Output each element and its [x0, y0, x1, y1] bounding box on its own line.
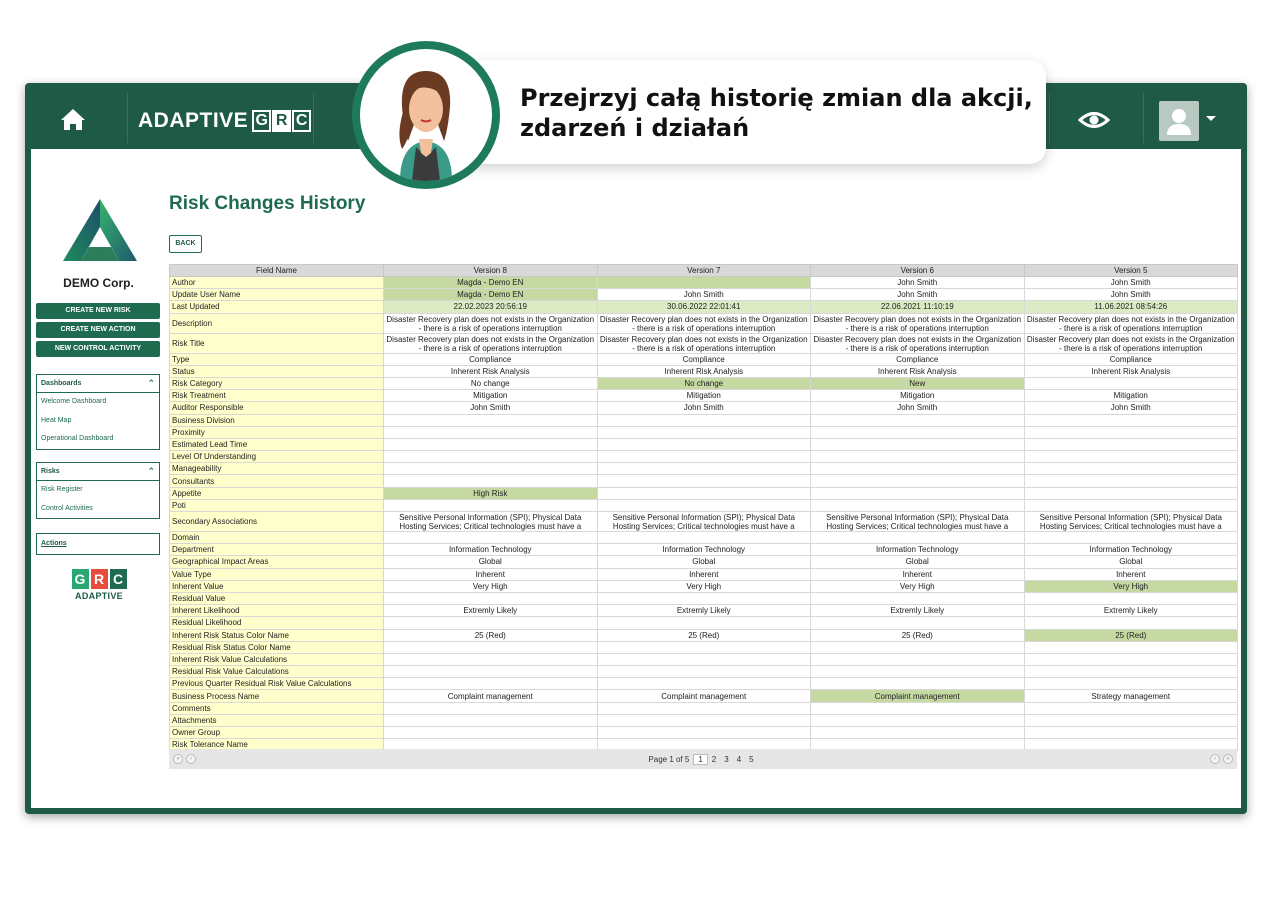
home-icon: [53, 100, 93, 140]
version-value-cell: [597, 532, 811, 544]
version-value-cell: Sensitive Personal Information (SPI); Physical Data Hosting Services; Critical technologies must have a: [597, 512, 811, 532]
table-row: [170, 617, 1238, 629]
version-value-cell: [384, 592, 598, 604]
callout-text: [520, 83, 1033, 143]
field-name-cell: Secondary Associations: [170, 512, 384, 532]
field-name-cell: Residual Risk Status Color Name: [170, 641, 384, 653]
field-name-cell: Level Of Understanding: [170, 451, 384, 463]
version-value-cell: [811, 666, 1025, 678]
version-value-cell: New: [811, 377, 1025, 389]
version-value-cell: [384, 475, 598, 487]
risks-section: [36, 462, 160, 519]
grc-letter-g: G: [72, 569, 89, 589]
sidebar-item-actions[interactable]: Actions: [41, 540, 67, 547]
version-value-cell: [384, 653, 598, 665]
version-value-cell: Disaster Recovery plan does not exists in the Organization - there is a risk of operations interruption: [597, 333, 811, 353]
version-value-cell: 22.02.2023 20:56:19: [384, 301, 598, 313]
callout-line-2: zdarzeń i działań: [520, 114, 750, 142]
table-row: [170, 653, 1238, 665]
company-logo: [61, 197, 139, 269]
version-value-cell: [597, 702, 811, 714]
divider: [313, 93, 314, 143]
version-value-cell: John Smith: [597, 402, 811, 414]
new-control-activity-button[interactable]: NEW CONTROL ACTIVITY: [36, 341, 160, 357]
page-title: Risk Changes History: [169, 193, 366, 214]
table-row: [170, 641, 1238, 653]
chevron-down-icon[interactable]: [1206, 116, 1216, 121]
version-value-cell: [597, 666, 811, 678]
home-button[interactable]: [53, 100, 93, 140]
version-value-cell: [811, 438, 1025, 450]
app-window: [25, 83, 1247, 814]
dashboards-section: [36, 374, 160, 450]
version-value-cell: [1024, 617, 1238, 629]
page-numbers: [693, 755, 757, 764]
field-name-cell: Business Division: [170, 414, 384, 426]
table-row: [170, 666, 1238, 678]
version-value-cell: Compliance: [811, 353, 1025, 365]
version-value-cell: [1024, 377, 1238, 389]
create-new-action-button[interactable]: CREATE NEW ACTION: [36, 322, 160, 338]
version-value-cell: Magda - Demo EN: [384, 277, 598, 289]
version-value-cell: John Smith: [597, 289, 811, 301]
table-row: [170, 678, 1238, 690]
table-row: [170, 353, 1238, 365]
version-value-cell: Inherent: [1024, 568, 1238, 580]
field-name-cell: Risk Treatment: [170, 390, 384, 402]
field-name-cell: Status: [170, 365, 384, 377]
version-value-cell: [811, 487, 1025, 499]
version-value-cell: Compliance: [1024, 353, 1238, 365]
version-value-cell: [597, 499, 811, 511]
version-value-cell: Sensitive Personal Information (SPI); Physical Data Hosting Services; Critical technologies must have a: [811, 512, 1025, 532]
presenter-avatar: [352, 41, 500, 189]
version-value-cell: [1024, 592, 1238, 604]
field-name-cell: Last Updated: [170, 301, 384, 313]
version-value-cell: Disaster Recovery plan does not exists in the Organization - there is a risk of operations interruption: [811, 333, 1025, 353]
field-name-cell: Domain: [170, 532, 384, 544]
field-name-cell: Poti: [170, 499, 384, 511]
version-value-cell: Information Technology: [384, 544, 598, 556]
version-value-cell: Information Technology: [597, 544, 811, 556]
version-value-cell: [597, 641, 811, 653]
version-value-cell: John Smith: [1024, 277, 1238, 289]
divider: [1143, 93, 1144, 143]
field-name-cell: Appetite: [170, 487, 384, 499]
version-value-cell: [384, 714, 598, 726]
page-number-3[interactable]: 3: [724, 754, 729, 764]
sidebar-item-welcome-dashboard[interactable]: Welcome Dashboard: [41, 398, 107, 405]
field-name-cell: Comments: [170, 702, 384, 714]
version-value-cell: Information Technology: [1024, 544, 1238, 556]
version-value-cell: [811, 463, 1025, 475]
company-name: DEMO Corp.: [63, 276, 134, 290]
table-row: [170, 390, 1238, 402]
version-value-cell: [597, 487, 811, 499]
version-value-cell: [597, 438, 811, 450]
version-value-cell: [597, 678, 811, 690]
table-row: [170, 301, 1238, 313]
table-row: [170, 487, 1238, 499]
version-value-cell: Very High: [1024, 580, 1238, 592]
version-value-cell: 25 (Red): [811, 629, 1025, 641]
table-row: [170, 568, 1238, 580]
table-row: [170, 512, 1238, 532]
page-number-2[interactable]: 2: [711, 754, 717, 764]
column-header-version-6[interactable]: Version 6: [811, 265, 1025, 277]
version-value-cell: Inherent Risk Analysis: [384, 365, 598, 377]
sidebar: [31, 149, 166, 808]
version-value-cell: Global: [597, 556, 811, 568]
version-value-cell: [811, 426, 1025, 438]
version-value-cell: [811, 714, 1025, 726]
version-value-cell: [1024, 678, 1238, 690]
version-value-cell: John Smith: [1024, 289, 1238, 301]
field-name-cell: Risk Tolerance Name: [170, 739, 384, 751]
version-value-cell: [1024, 653, 1238, 665]
version-value-cell: [1024, 438, 1238, 450]
field-name-cell: Risk Title: [170, 333, 384, 353]
version-value-cell: [597, 653, 811, 665]
version-value-cell: [1024, 641, 1238, 653]
version-value-cell: [597, 451, 811, 463]
dashboards-header[interactable]: [37, 375, 159, 393]
main-content: [31, 149, 1241, 808]
version-value-cell: Global: [1024, 556, 1238, 568]
field-name-cell: Estimated Lead Time: [170, 438, 384, 450]
brand-letter-c: C: [292, 110, 311, 132]
version-value-cell: Extremly Likely: [597, 605, 811, 617]
sidebar-item-risk-register[interactable]: Risk Register: [41, 486, 83, 493]
table-row: [170, 605, 1238, 617]
brand-letter-g: G: [252, 110, 271, 132]
version-value-cell: Complaint management: [384, 690, 598, 702]
field-name-cell: Geographical Impact Areas: [170, 556, 384, 568]
user-avatar-icon: [1159, 101, 1199, 141]
table-row: [170, 377, 1238, 389]
version-value-cell: Mitigation: [384, 390, 598, 402]
field-name-cell: Department: [170, 544, 384, 556]
brand-word: ADAPTIVE: [138, 109, 249, 132]
version-value-cell: John Smith: [811, 402, 1025, 414]
version-value-cell: 25 (Red): [1024, 629, 1238, 641]
woman-avatar-icon: [360, 49, 492, 181]
version-value-cell: [384, 438, 598, 450]
column-header-version-5[interactable]: Version 5: [1024, 265, 1238, 277]
version-value-cell: Inherent: [811, 568, 1025, 580]
version-value-cell: Extremly Likely: [1024, 605, 1238, 617]
version-value-cell: [384, 641, 598, 653]
field-name-cell: Attachments: [170, 714, 384, 726]
version-value-cell: [811, 702, 1025, 714]
version-value-cell: Very High: [597, 580, 811, 592]
chevron-up-icon: ⌃: [147, 466, 155, 476]
table-row: [170, 402, 1238, 414]
version-value-cell: [811, 451, 1025, 463]
version-value-cell: [384, 451, 598, 463]
version-value-cell: [1024, 451, 1238, 463]
version-value-cell: [384, 727, 598, 739]
version-value-cell: Disaster Recovery plan does not exists in the Organization - there is a risk of operations interruption: [811, 313, 1025, 333]
version-value-cell: John Smith: [384, 402, 598, 414]
grc-adaptive-logo: [69, 569, 129, 601]
version-value-cell: Mitigation: [1024, 390, 1238, 402]
version-value-cell: Sensitive Personal Information (SPI); Physical Data Hosting Services; Critical technologies must have a: [384, 512, 598, 532]
version-value-cell: Global: [384, 556, 598, 568]
version-value-cell: Disaster Recovery plan does not exists in the Organization - there is a risk of operations interruption: [384, 333, 598, 353]
version-value-cell: John Smith: [1024, 402, 1238, 414]
version-value-cell: Complaint management: [597, 690, 811, 702]
column-header-version-8[interactable]: Version 8: [384, 265, 598, 277]
grc-word: ADAPTIVE: [75, 591, 123, 601]
version-value-cell: Magda - Demo EN: [384, 289, 598, 301]
table-row: [170, 690, 1238, 702]
version-value-cell: [811, 475, 1025, 487]
version-value-cell: [1024, 666, 1238, 678]
field-name-cell: Inherent Value: [170, 580, 384, 592]
version-value-cell: High Risk: [384, 487, 598, 499]
field-name-cell: Type: [170, 353, 384, 365]
version-value-cell: [597, 426, 811, 438]
field-name-cell: Manageability: [170, 463, 384, 475]
version-value-cell: [811, 592, 1025, 604]
create-new-risk-button[interactable]: CREATE NEW RISK: [36, 303, 160, 319]
version-value-cell: John Smith: [811, 289, 1025, 301]
version-value-cell: [384, 666, 598, 678]
version-value-cell: [1024, 499, 1238, 511]
version-value-cell: [811, 678, 1025, 690]
grc-letter-r: R: [91, 569, 108, 589]
divider: [127, 93, 128, 143]
version-value-cell: Extremly Likely: [384, 605, 598, 617]
version-value-cell: [1024, 702, 1238, 714]
version-value-cell: [597, 714, 811, 726]
table-row: [170, 544, 1238, 556]
version-value-cell: [597, 414, 811, 426]
column-header-field-name[interactable]: Field Name: [170, 265, 384, 277]
table-row: [170, 277, 1238, 289]
version-value-cell: 22.06.2021 11:10:19: [811, 301, 1025, 313]
version-value-cell: Inherent: [384, 568, 598, 580]
prev-page-button[interactable]: ‹: [186, 754, 196, 764]
version-value-cell: [1024, 414, 1238, 426]
brand-letters: [251, 110, 311, 132]
divider: [1049, 93, 1050, 143]
version-value-cell: Very High: [811, 580, 1025, 592]
version-value-cell: [384, 463, 598, 475]
last-page-button[interactable]: »: [1223, 754, 1233, 764]
table-row: [170, 365, 1238, 377]
table-row: [170, 289, 1238, 301]
version-value-cell: Disaster Recovery plan does not exists in the Organization - there is a risk of operations interruption: [1024, 313, 1238, 333]
version-value-cell: Mitigation: [597, 390, 811, 402]
table-row: [170, 556, 1238, 568]
version-value-cell: Disaster Recovery plan does not exists in the Organization - there is a risk of operations interruption: [597, 313, 811, 333]
version-value-cell: [384, 678, 598, 690]
risk-history-table: [169, 264, 1238, 751]
field-name-cell: Residual Risk Value Calculations: [170, 666, 384, 678]
sidebar-item-operational-dashboard[interactable]: Operational Dashboard: [41, 435, 114, 442]
back-button[interactable]: BACK: [169, 235, 202, 253]
version-value-cell: Very High: [384, 580, 598, 592]
table-row: [170, 499, 1238, 511]
version-value-cell: [811, 617, 1025, 629]
first-page-button[interactable]: «: [173, 754, 183, 764]
version-value-cell: [597, 592, 811, 604]
version-value-cell: [597, 277, 811, 289]
brand-logo[interactable]: [138, 109, 311, 133]
column-header-version-7[interactable]: Version 7: [597, 265, 811, 277]
version-value-cell: [1024, 475, 1238, 487]
risks-header[interactable]: [37, 463, 159, 481]
version-value-cell: [384, 617, 598, 629]
field-name-cell: Previous Quarter Residual Risk Value Calculations: [170, 678, 384, 690]
version-value-cell: [811, 414, 1025, 426]
version-value-cell: 25 (Red): [384, 629, 598, 641]
pagination-bar: [169, 749, 1237, 769]
version-value-cell: [1024, 426, 1238, 438]
version-value-cell: 30.06.2022 22:01:41: [597, 301, 811, 313]
table-row: [170, 629, 1238, 641]
user-menu-button[interactable]: [1159, 101, 1199, 141]
version-value-cell: [1024, 532, 1238, 544]
version-value-cell: [384, 426, 598, 438]
view-toggle-button[interactable]: [1077, 105, 1111, 135]
field-name-cell: Business Process Name: [170, 690, 384, 702]
field-name-cell: Inherent Risk Value Calculations: [170, 653, 384, 665]
pager-prev-group: [173, 754, 196, 764]
version-value-cell: [811, 727, 1025, 739]
dashboards-title: Dashboards: [41, 380, 82, 387]
brand-letter-r: R: [272, 110, 291, 132]
version-value-cell: Inherent Risk Analysis: [597, 365, 811, 377]
table-row: [170, 451, 1238, 463]
table-row: [170, 702, 1238, 714]
sidebar-item-heat-map[interactable]: Heat Map: [41, 416, 72, 424]
field-name-cell: Consultants: [170, 475, 384, 487]
page-number-5[interactable]: 5: [749, 754, 754, 764]
next-page-button[interactable]: ›: [1210, 754, 1220, 764]
field-name-cell: Value Type: [170, 568, 384, 580]
table-row: [170, 532, 1238, 544]
field-name-cell: Proximity: [170, 426, 384, 438]
version-value-cell: Disaster Recovery plan does not exists in the Organization - there is a risk of operations interruption: [384, 313, 598, 333]
field-name-cell: Author: [170, 277, 384, 289]
table-row: [170, 580, 1238, 592]
field-name-cell: Inherent Risk Status Color Name: [170, 629, 384, 641]
version-value-cell: [1024, 463, 1238, 475]
chevron-up-icon: ⌃: [147, 378, 155, 388]
version-value-cell: [597, 463, 811, 475]
version-value-cell: [1024, 714, 1238, 726]
version-value-cell: [597, 617, 811, 629]
version-value-cell: Complaint management: [811, 690, 1025, 702]
pager-next-group: [1210, 754, 1233, 764]
version-value-cell: No change: [384, 377, 598, 389]
field-name-cell: Description: [170, 313, 384, 333]
callout-line-1: Przejrzyj całą historię zmian dla akcji,: [520, 84, 1033, 112]
version-value-cell: No change: [597, 377, 811, 389]
avatar-portrait: [360, 49, 492, 181]
version-value-cell: Extremly Likely: [811, 605, 1025, 617]
version-value-cell: [811, 532, 1025, 544]
version-value-cell: [384, 702, 598, 714]
version-value-cell: Strategy management: [1024, 690, 1238, 702]
version-value-cell: [811, 499, 1025, 511]
table-row: [170, 438, 1238, 450]
table-row: [170, 426, 1238, 438]
risks-title: Risks: [41, 468, 60, 475]
field-name-cell: Inherent Likelihood: [170, 605, 384, 617]
field-name-cell: Residual Value: [170, 592, 384, 604]
version-value-cell: [597, 727, 811, 739]
eye-icon: [1077, 105, 1111, 135]
version-value-cell: Information Technology: [811, 544, 1025, 556]
field-name-cell: Update User Name: [170, 289, 384, 301]
sidebar-item-control-activities[interactable]: Control Activities: [41, 504, 93, 512]
table-row: [170, 333, 1238, 353]
version-value-cell: [811, 641, 1025, 653]
version-value-cell: Compliance: [384, 353, 598, 365]
version-value-cell: [384, 532, 598, 544]
version-value-cell: Inherent: [597, 568, 811, 580]
version-value-cell: [597, 475, 811, 487]
version-value-cell: [811, 653, 1025, 665]
version-value-cell: [1024, 487, 1238, 499]
version-value-cell: John Smith: [811, 277, 1025, 289]
version-value-cell: Mitigation: [811, 390, 1025, 402]
table-row: [170, 313, 1238, 333]
table-row: [170, 414, 1238, 426]
field-name-cell: Auditor Responsible: [170, 402, 384, 414]
field-name-cell: Owner Group: [170, 727, 384, 739]
callout-banner: [420, 60, 1046, 164]
version-value-cell: [384, 414, 598, 426]
field-name-cell: Risk Category: [170, 377, 384, 389]
page-count-label: Page 1 of 5: [648, 754, 690, 764]
table-row: [170, 475, 1238, 487]
version-value-cell: Sensitive Personal Information (SPI); Physical Data Hosting Services; Critical technologies must have a: [1024, 512, 1238, 532]
table-header-row: [170, 265, 1238, 277]
version-value-cell: 11.06.2021 08:54:26: [1024, 301, 1238, 313]
grc-letter-c: C: [110, 569, 127, 589]
page-number-4[interactable]: 4: [736, 754, 742, 764]
field-name-cell: Residual Likelihood: [170, 617, 384, 629]
page-number-1[interactable]: 1: [693, 754, 707, 765]
table-row: [170, 463, 1238, 475]
version-value-cell: Inherent Risk Analysis: [1024, 365, 1238, 377]
version-value-cell: [1024, 727, 1238, 739]
table-row: [170, 727, 1238, 739]
version-value-cell: Disaster Recovery plan does not exists in the Organization - there is a risk of operations interruption: [1024, 333, 1238, 353]
table-row: [170, 592, 1238, 604]
version-value-cell: Compliance: [597, 353, 811, 365]
actions-section: [36, 533, 160, 555]
version-value-cell: Global: [811, 556, 1025, 568]
version-value-cell: 25 (Red): [597, 629, 811, 641]
version-value-cell: [384, 499, 598, 511]
version-value-cell: Inherent Risk Analysis: [811, 365, 1025, 377]
table-row: [170, 714, 1238, 726]
